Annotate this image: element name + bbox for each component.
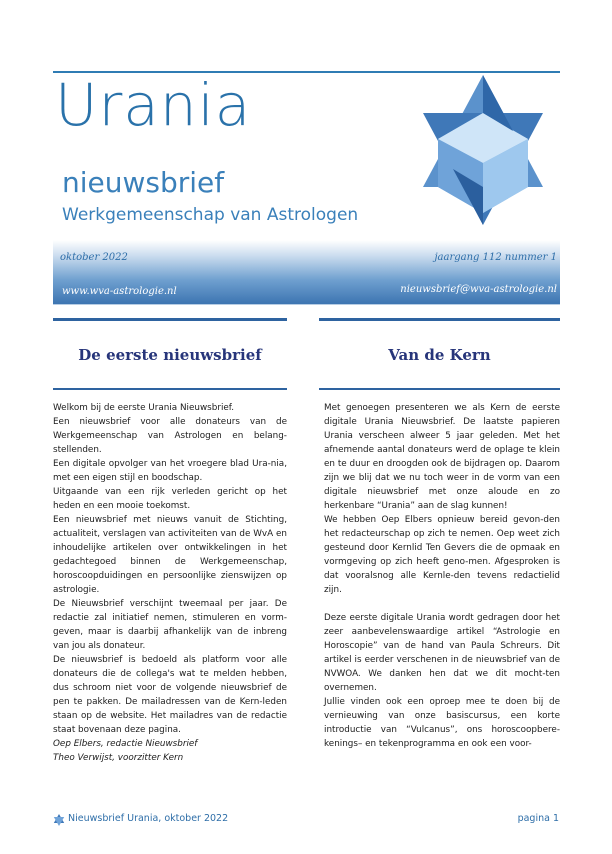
signature: Oep Elbers, redactie Nieuwsbrief xyxy=(53,739,198,749)
newsletter-subtitle: nieuwsbrief xyxy=(62,166,225,199)
page-number: pagina 1 xyxy=(517,813,559,824)
right-heading-rule-bottom xyxy=(319,388,560,390)
paragraph-spacer xyxy=(324,597,560,611)
left-heading-rule-bottom xyxy=(53,388,287,390)
paragraph: Welkom bij de eerste Urania Nieuwsbrief. xyxy=(53,403,235,413)
footer-title: Nieuwsbrief Urania, oktober 2022 xyxy=(68,813,229,824)
right-column-heading: Van de Kern xyxy=(388,346,491,364)
right-column-body xyxy=(324,401,560,751)
left-column-heading: De eerste nieuwsbrief xyxy=(78,346,262,364)
signature: Theo Verwijst, voorzitter Kern xyxy=(53,753,184,763)
paragraph: We hebben Oep Elbers opnieuw bereid gevon-den het redacteurschap op zich te nemen. Oep weet zich gesteund door Kernlid Ten Gevers die de opmaak en vormgeving op zich heeft geno-men. Afgesproken is dat vooralsnog alle Kernle-den tevens redactielid zijn. xyxy=(324,515,560,595)
paragraph: Deze eerste digitale Urania wordt gedragen door het zeer aanbevelenswaardige artikel “Astrologie en Horoscopie” van de hand van Paula Schreurs. Dit artikel is eerder verschenen in de nieuwsbrief van de NVWOA. We danken hen dat we dit mocht-ten overnemen. xyxy=(324,613,560,693)
star-logo-icon xyxy=(53,814,65,826)
newsletter-title: Urania xyxy=(55,71,252,139)
organisation-name: Werkgemeenschap van Astrologen xyxy=(62,205,359,225)
issue-number: jaargang 112 nummer 1 xyxy=(434,252,557,263)
website-link[interactable]: www.wva-astrologie.nl xyxy=(62,286,177,297)
paragraph: De nieuwsbrief is bedoeld als platform voor alle donateurs die de collega's wat te melden hebben, dus schroom niet voor de volgende nieuwsbrief de pen te pakken. De mailadressen van de Kern-leden staan op de website. Het mailadres van de redactie staat bovenaan deze pagina. xyxy=(53,655,287,735)
paragraph: Uitgaande van een rijk verleden gericht op het heden en een mooie toekomst. xyxy=(53,487,287,511)
band-divider xyxy=(53,304,560,305)
paragraph: Een digitale opvolger van het vroegere blad Ura-nia, met een eigen stijl en boodschap. xyxy=(53,459,287,483)
paragraph: Een nieuwsbrief voor alle donateurs van de Werkgemeenschap van Astrologen en belang-stellenden. xyxy=(53,417,287,455)
left-heading-rule-top xyxy=(53,318,287,321)
right-heading-rule-top xyxy=(319,318,560,321)
left-column-body xyxy=(53,401,287,765)
paragraph: Met genoegen presenteren we als Kern de eerste digitale Urania Nieuwsbrief. De laatste papieren Urania verscheen alweer 5 jaar geleden. Met het afnemende aantal donateurs werd de oplage te klein en te duur en droogden ook de bijdragen op. Daarom zijn we blij dat we nu toch weer in de vorm van een digitale nieuwsbrief met onze aloude en zo herkenbare “Urania” aan de slag kunnen! xyxy=(324,403,560,511)
star-of-david-logo-icon xyxy=(418,75,548,225)
issue-date: oktober 2022 xyxy=(60,252,128,263)
paragraph: Jullie vinden ook een oproep mee te doen bij de vernieuwing van onze basiscursus, een korte introductie van “Vulcanus”, ons horoscoopbere-kenings– en tekenprogramma en ook een voor- xyxy=(324,697,560,749)
paragraph: De Nieuwsbrief verschijnt tweemaal per jaar. De redactie zal initiatief nemen, stimuleren en vorm-geven, maar is daarbij afhankelijk van de inbreng van jou als donateur. xyxy=(53,599,287,651)
email-link[interactable]: nieuwsbrief@wva-astrologie.nl xyxy=(400,284,557,295)
paragraph: Een nieuwsbrief met nieuws vanuit de Stichting, actualiteit, verslagen van activiteiten van de WvA en inhoudelijke artikelen over ontwikkelingen in het gedachtegoed binnen de Werkgemeenschap, horoscoopduidingen en persoonlijke zienswijzen op astrologie. xyxy=(53,515,287,595)
